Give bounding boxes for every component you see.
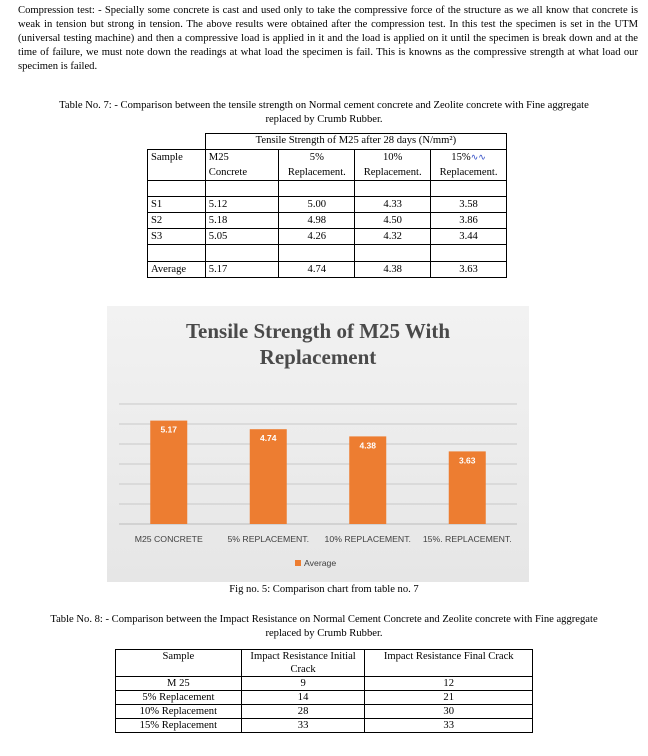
table8-cell: 12 <box>365 677 533 691</box>
bar-value-label: 5.17 <box>160 424 178 435</box>
impact-resistance-table <box>115 649 533 733</box>
table7-cell: 4.32 <box>355 228 431 244</box>
table-row <box>148 228 507 244</box>
table8-cell: 21 <box>365 691 533 705</box>
table8-sample: 5% Replacement <box>116 691 242 705</box>
compression-test-paragraph: Compression test: - Specially some concrete is cast and used only to take the compressive force of the structure as we all know that concrete is weak in tension but strong in tension. The above results were obtained after the compression test. In this test the specimen is set in the UTM (universal testing machine) and then a compressive load is applied in it and the load is applied on it until the specimen is break down and at the time of failure, we must note down the readings at what load the specimen is fail. This is knowns as the compressive strength at what load our specimen is failed. <box>18 5 638 72</box>
table7-header-10pct: 10% Replacement. <box>355 149 431 180</box>
spellcheck-squiggle-icon: ∿∿ <box>470 151 486 162</box>
table7-cell: 3.86 <box>431 212 507 228</box>
chart-title-line2: Replacement <box>259 345 377 369</box>
table7-header-sample: Sample <box>148 149 206 180</box>
table-row <box>116 691 533 705</box>
table7-cell: 5.12 <box>205 196 279 212</box>
table8-cell: 33 <box>365 719 533 733</box>
table7-cell: 5.17 <box>205 261 279 277</box>
table7-header-5pct: 5% Replacement. <box>279 149 355 180</box>
table8-caption-line1: Table No. 8: - Comparison between the Impact Resistance on Normal Cement Concrete and Zeolite concrete with Fine aggregate <box>50 614 598 625</box>
table7-cell: 4.98 <box>279 212 355 228</box>
legend-swatch <box>295 560 301 566</box>
category-label: M25 CONCRETE <box>134 534 203 544</box>
category-label: 15%. REPLACEMENT. <box>422 534 512 544</box>
table7-cell: 5.00 <box>279 196 355 212</box>
tensile-strength-chart <box>107 306 529 582</box>
tensile-strength-table <box>147 133 507 278</box>
table8-header-initial: Impact Resistance Initial Crack <box>241 650 365 677</box>
table7-cell: 4.26 <box>279 228 355 244</box>
table8-cell: 14 <box>241 691 365 705</box>
chart-svg <box>107 306 529 582</box>
table7-cell: 4.74 <box>279 261 355 277</box>
table-row <box>116 705 533 719</box>
legend-label: Average <box>304 558 337 568</box>
table8-header-sample: Sample <box>116 650 242 677</box>
table7-cell: 4.38 <box>355 261 431 277</box>
table7-cell: 3.58 <box>431 196 507 212</box>
table-row <box>148 261 507 277</box>
chart-bars <box>150 421 486 524</box>
table7-cell: 5.18 <box>205 212 279 228</box>
table7-cell: 5.05 <box>205 228 279 244</box>
table8-sample: 15% Replacement <box>116 719 242 733</box>
table7-cell: 4.50 <box>355 212 431 228</box>
table7-sample: S3 <box>148 228 206 244</box>
table7-caption-line1: Table No. 7: - Comparison between the tensile strength on Normal cement concrete and Zeolite concrete with Fine aggregate <box>59 100 589 111</box>
table7-header-m25: M25 Concrete <box>205 149 279 180</box>
table8-caption <box>0 613 648 641</box>
table7-caption-line2: replaced by Crumb Rubber. <box>265 114 383 125</box>
table7-caption <box>0 99 648 127</box>
table8-sample: M 25 <box>116 677 242 691</box>
table7-header-15pct: 15%∿∿ Replacement. <box>431 149 507 180</box>
table-row <box>148 196 507 212</box>
table8-header-final: Impact Resistance Final Crack <box>365 650 533 677</box>
table7-sample: S2 <box>148 212 206 228</box>
chart-value-labels <box>160 425 475 466</box>
chart-bar <box>150 421 187 524</box>
table7-cell: 3.44 <box>431 228 507 244</box>
table7-average-label: Average <box>148 261 206 277</box>
table8-cell: 28 <box>241 705 365 719</box>
table7-cell: 3.63 <box>431 261 507 277</box>
table8-cell: 9 <box>241 677 365 691</box>
table8-cell: 30 <box>365 705 533 719</box>
chart-title-line1: Tensile Strength of M25 With <box>185 319 451 343</box>
table-row <box>148 212 507 228</box>
category-label: 5% REPLACEMENT. <box>227 534 310 544</box>
figure-caption: Fig no. 5: Comparison chart from table no. 7 <box>229 584 419 595</box>
chart-category-labels <box>135 534 512 544</box>
table-row <box>116 719 533 733</box>
table8-caption-line2: replaced by Crumb Rubber. <box>265 628 383 639</box>
table7-cell: 4.33 <box>355 196 431 212</box>
category-label: 10% REPLACEMENT. <box>324 534 411 544</box>
table8-cell: 33 <box>241 719 365 733</box>
table7-sample: S1 <box>148 196 206 212</box>
chart-bar <box>250 429 287 524</box>
bar-value-label: 4.74 <box>259 433 277 444</box>
table-row <box>116 677 533 691</box>
table8-sample: 10% Replacement <box>116 705 242 719</box>
table7-title: Tensile Strength of M25 after 28 days (N/mm²) <box>205 134 506 150</box>
bar-value-label: 4.38 <box>359 440 377 451</box>
bar-value-label: 3.63 <box>458 455 476 466</box>
